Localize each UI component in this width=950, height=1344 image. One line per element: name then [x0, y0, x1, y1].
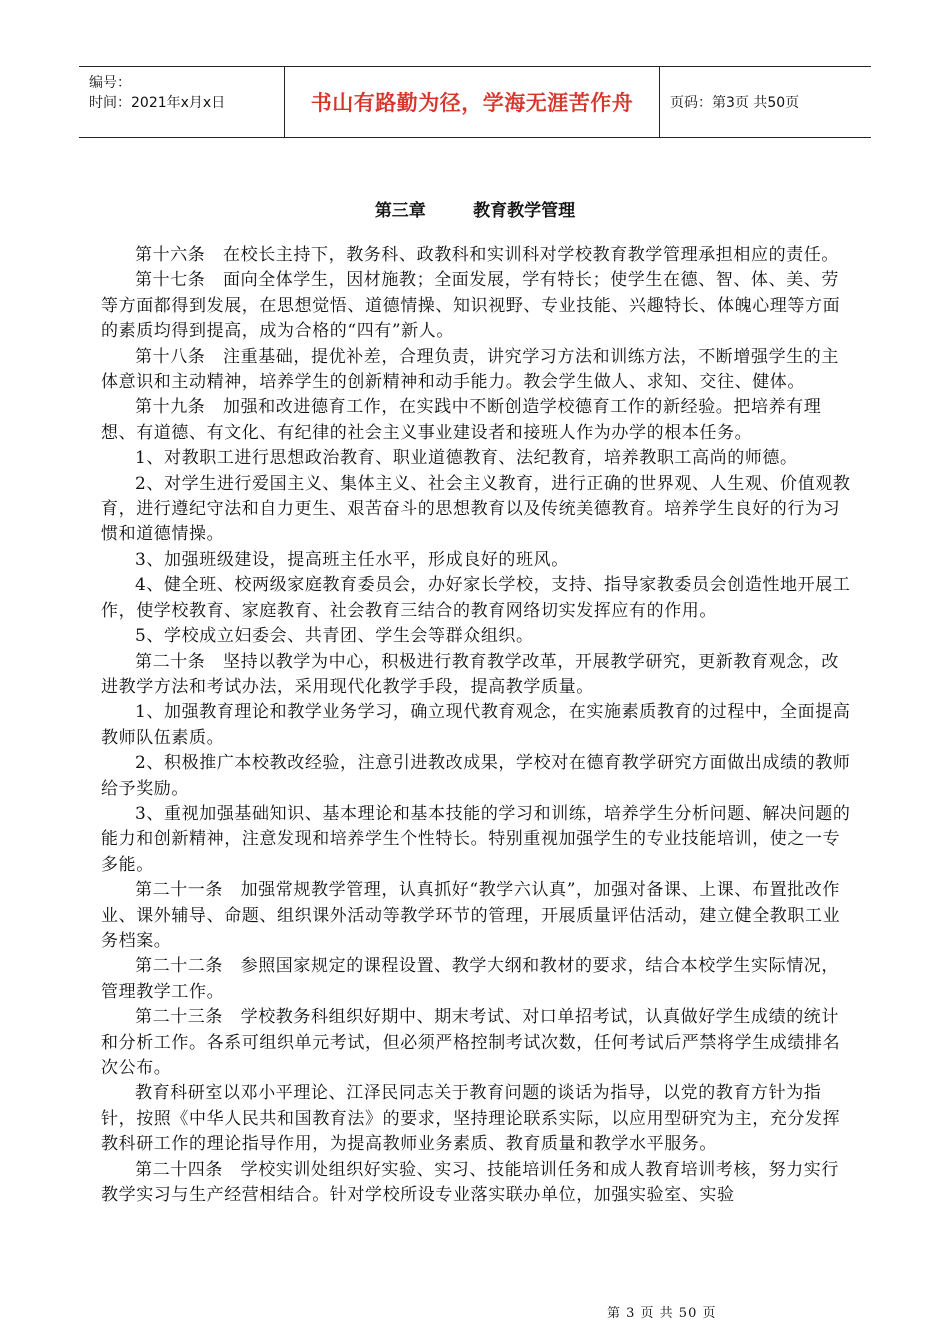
paragraph: 3、重视加强基础知识、基本理论和基本技能的学习和训练，培养学生分析问题、解决问题的能力和创新精神，注意发现和培养学生个性特长。特别重视加强学生的专业技能培训，使之一专多能。	[101, 803, 851, 875]
paragraph: 第二十四条 学校实训处组织好实验、实习、技能培训任务和成人教育培训考核，努力实行教学实习与生产经营相结合。针对学校所设专业落实联办单位，加强实验室、实验	[101, 1159, 839, 1206]
paragraph: 教育科研室以邓小平理论、江泽民同志关于教育问题的谈话为指导，以党的教育方针为指针，按照《中华人民共和国教育法》的要求，坚持理论联系实际，以应用型研究为主，充分发挥教科研工作的理论指导作用，为提高教师业务素质、教育质量和教学水平服务。	[101, 1083, 841, 1155]
header-motto: 书山有路勤为径，学海无涯苦作舟	[285, 67, 660, 137]
paragraph: 第二十条 坚持以教学为中心，积极进行教育教学改革，开展教学研究，更新教育观念，改进教学方法和考试办法，采用现代化教学手段，提高教学质量。	[101, 651, 839, 697]
page-header	[79, 66, 871, 138]
paragraph: 第十七条 面向全体学生，因材施教；全面发展，学有特长；使学生在德、智、体、美、劳等方面都得到发展，在思想觉悟、道德情操、知识视野、专业技能、兴趣特长、体魄心理等方面的素质均得到提高，成为合格的“四有”新人。	[101, 270, 841, 342]
chapter-title: 第三章 教育教学管理	[374, 201, 576, 221]
document-time: 时间：2021年x月x日	[89, 95, 226, 111]
paragraph: 2、对学生进行爱国主义、集体主义、社会主义教育，进行正确的世界观、人生观、价值观教育，进行遵纪守法和自力更生、艰苦奋斗的思想教育以及传统美德教育。培养学生良好的行为习惯和道德情操。	[101, 473, 851, 545]
page-footer: 第 3 页 共 50 页	[607, 1306, 717, 1321]
paragraph: 3、加强班级建设，提高班主任水平，形成良好的班风。	[135, 549, 569, 570]
paragraph: 2、积极推广本校教改经验，注意引进教改成果，学校对在德育教学研究方面做出成绩的教师给予奖励。	[101, 753, 851, 799]
paragraph: 1、加强教育理论和教学业务学习，确立现代教育观念，在实施素质教育的过程中，全面提高教师队伍素质。	[101, 702, 851, 748]
paragraph: 第十六条 在校长主持下，教务科、政教科和实训科对学校教育教学管理承担相应的责任。	[135, 245, 839, 265]
paragraph: 第二十一条 加强常规教学管理，认真抓好“教学六认真”，加强对备课、上课、布置批改作业、课外辅导、命题、组织课外活动等教学环节的管理，开展质量评估活动，建立健全教职工业务档案。	[101, 880, 841, 951]
header-page-info: 页码：第3页 共50页	[670, 95, 800, 111]
paragraph: 第二十二条 参照国家规定的课程设置、教学大纲和教材的要求，结合本校学生实际情况，管理教学工作。	[101, 956, 839, 1002]
paragraph: 第二十三条 学校教务科组织好期中、期末考试、对口单招考试，认真做好学生成绩的统计和分析工作。各系可组织单元考试，但必须严格控制考试次数，任何考试后严禁将学生成绩排名次公布。	[101, 1007, 841, 1078]
paragraph: 1、对教职工进行思想政治教育、职业道德教育、法纪教育，培养教职工高尚的师德。	[135, 448, 798, 469]
header-meta	[79, 67, 285, 137]
paragraph: 5、学校成立妇委会、共青团、学生会等群众组织。	[135, 626, 534, 647]
body-text	[101, 243, 851, 1208]
paragraph: 4、健全班、校两级家庭教育委员会，办好家长学校，支持、指导家教委员会创造性地开展工作，使学校教育、家庭教育、社会教育三结合的教育网络切实发挥应有的作用。	[101, 575, 851, 621]
document-number: 编号：	[89, 75, 131, 91]
paragraph: 第十九条 加强和改进德育工作，在实践中不断创造学校德育工作的新经验。把培养有理想、有道德、有文化、有纪律的社会主义事业建设者和接班人作为办学的根本任务。	[101, 397, 822, 443]
paragraph: 第十八条 注重基础，提优补差，合理负责，讲究学习方法和训练方法，不断增强学生的主体意识和主动精神，培养学生的创新精神和动手能力。教会学生做人、求知、交往、健体。	[101, 346, 839, 393]
